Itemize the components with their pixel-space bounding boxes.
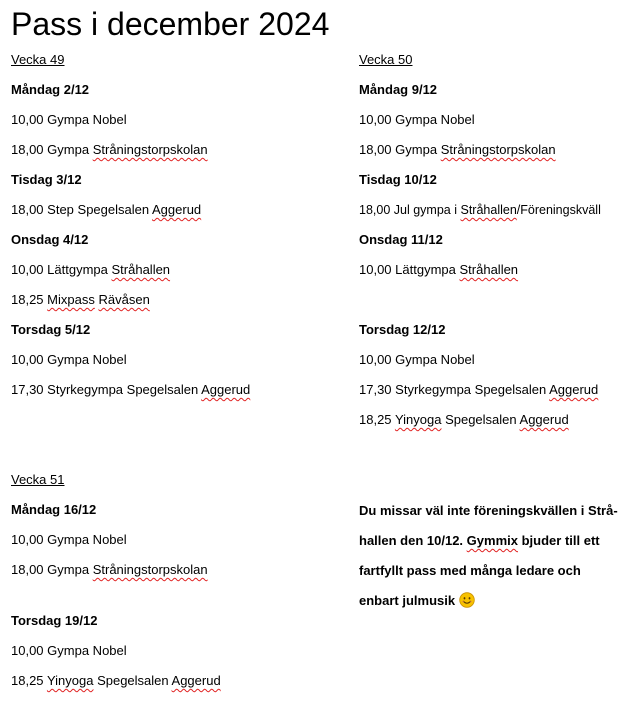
session-item	[11, 141, 208, 159]
session-time: 10,00	[359, 352, 392, 367]
session-time: 18,00	[11, 202, 44, 217]
week-50-heading: Vecka 50	[359, 52, 413, 67]
session-place: Aggerud	[201, 382, 251, 397]
session-time: 18,25	[359, 412, 392, 427]
session-time: 18,25	[11, 292, 44, 307]
note-line	[359, 556, 621, 586]
session-time: 18,00	[359, 142, 392, 157]
session-time: 18,00	[11, 142, 44, 157]
week-50-tuesday-heading: Tisdag 10/12	[359, 172, 437, 187]
week-49-tuesday-heading: Tisdag 3/12	[11, 172, 82, 187]
session-text: Spegelsalen	[97, 673, 169, 688]
week-51-thursday-heading: Torsdag 19/12	[11, 613, 98, 628]
week-49-heading: Vecka 49	[11, 52, 65, 67]
session-text: Gympa Nobel	[47, 643, 127, 658]
session-item	[11, 561, 208, 579]
session-item	[11, 201, 201, 219]
session-text: Mixpass	[47, 292, 95, 307]
session-time: 17,30	[11, 382, 44, 397]
session-text: Gympa Nobel	[47, 352, 127, 367]
note-text: Du missar väl inte föreningskvällen i Strå-	[359, 503, 618, 518]
session-place: Aggerud	[152, 202, 202, 217]
session-text: Jul gympa i	[393, 203, 457, 217]
session-item	[11, 642, 127, 660]
session-place: Stråhallen	[111, 262, 171, 277]
session-item	[359, 261, 518, 279]
session-place: Stråningstorpskolan	[92, 562, 208, 577]
session-text: Yinyoga	[394, 412, 442, 427]
week-51-monday-heading: Måndag 16/12	[11, 502, 97, 517]
note-text: enbart julmusik	[359, 593, 456, 608]
note-line	[359, 586, 621, 616]
club-evening-note	[359, 496, 621, 616]
session-place: Stråningstorpskolan	[440, 142, 556, 157]
session-text: Gympa	[47, 142, 90, 157]
note-line	[359, 526, 621, 556]
note-line	[359, 496, 621, 526]
session-time: 10,00	[11, 532, 44, 547]
session-text: Gympa	[395, 142, 438, 157]
session-text: Gympa Nobel	[47, 532, 127, 547]
session-time: 10,00	[11, 262, 44, 277]
session-text: Step Spegelsalen	[47, 202, 150, 217]
session-item	[359, 201, 601, 219]
session-item	[11, 111, 127, 129]
session-text: Lättgympa	[47, 262, 108, 277]
session-time: 18,25	[11, 673, 44, 688]
session-item	[11, 672, 221, 690]
session-text-suffix: /Föreningskväll	[516, 203, 601, 217]
session-text: Spegelsalen	[445, 412, 517, 427]
session-item	[11, 291, 150, 309]
note-text: hallen den 10/12.	[359, 533, 464, 548]
week-50-thursday-heading: Torsdag 12/12	[359, 322, 446, 337]
note-text: fartfyllt pass med många ledare och	[359, 563, 581, 578]
session-time: 10,00	[11, 352, 44, 367]
session-text: Gympa Nobel	[395, 112, 475, 127]
week-49-monday-heading: Måndag 2/12	[11, 82, 90, 97]
session-time: 10,00	[11, 643, 44, 658]
session-item	[359, 111, 475, 129]
session-text: Styrkegympa Spegelsalen	[47, 382, 199, 397]
session-text: Gympa Nobel	[395, 352, 475, 367]
session-place: Aggerud	[549, 382, 599, 397]
session-time: 18,00	[359, 203, 391, 217]
session-item	[11, 531, 127, 549]
note-text: bjuder till ett	[521, 533, 600, 548]
session-text: Lättgympa	[395, 262, 456, 277]
week-50-monday-heading: Måndag 9/12	[359, 82, 438, 97]
session-text: Gympa	[47, 562, 90, 577]
session-item	[359, 351, 475, 369]
session-time: 10,00	[11, 112, 44, 127]
session-item	[11, 261, 170, 279]
week-51-heading: Vecka 51	[11, 472, 65, 487]
session-item	[11, 381, 250, 399]
session-place: Stråhallen	[459, 262, 519, 277]
session-place: Stråhallen	[460, 203, 517, 217]
note-brand: Gymmix	[466, 533, 518, 548]
session-text: Yinyoga	[46, 673, 94, 688]
session-item	[359, 141, 556, 159]
session-text: Gympa Nobel	[47, 112, 127, 127]
week-49-wednesday-heading: Onsdag 4/12	[11, 232, 89, 247]
session-time: 18,00	[11, 562, 44, 577]
session-time: 10,00	[359, 262, 392, 277]
week-50-wednesday-heading: Onsdag 11/12	[359, 232, 443, 247]
session-place: Stråningstorpskolan	[92, 142, 208, 157]
session-item	[11, 351, 127, 369]
session-item	[359, 411, 569, 429]
session-place: Rävåsen	[98, 292, 150, 307]
smiling-face-icon	[459, 589, 475, 605]
session-time: 17,30	[359, 382, 392, 397]
session-text: Styrkegympa Spegelsalen	[395, 382, 547, 397]
session-place: Aggerud	[519, 412, 569, 427]
page-title: Pass i december 2024	[11, 6, 330, 42]
session-time: 10,00	[359, 112, 392, 127]
session-item	[359, 381, 598, 399]
week-49-thursday-heading: Torsdag 5/12	[11, 322, 91, 337]
session-place: Aggerud	[171, 673, 221, 688]
